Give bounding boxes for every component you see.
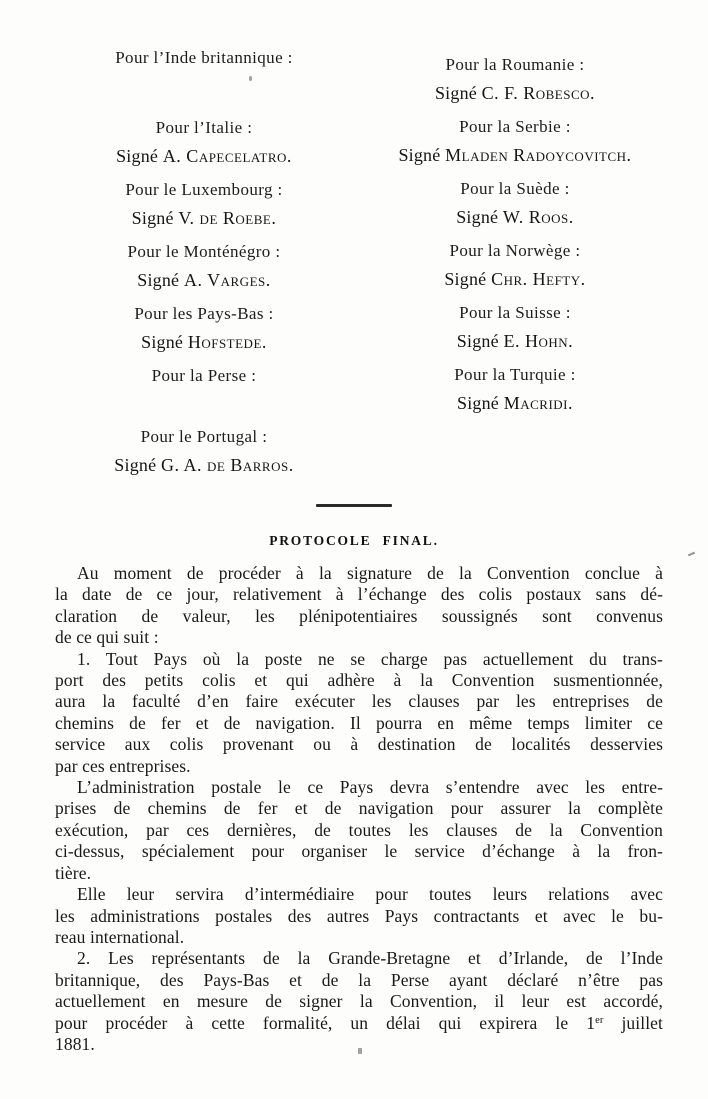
signed-word: Signé bbox=[137, 270, 180, 290]
signature-country-label: Pour le Portugal : bbox=[140, 427, 268, 446]
signature-country-label: Pour la Perse : bbox=[151, 366, 257, 385]
signatures-right-column bbox=[360, 46, 670, 487]
signature-signed-line bbox=[360, 81, 670, 105]
signed-word: Signé bbox=[434, 83, 477, 103]
signature-signed-line bbox=[48, 453, 360, 477]
date-line-start: pour procéder à cette formalité, un délai qui expirera le 1 bbox=[55, 1012, 596, 1033]
signature-country-label: Pour la Suisse : bbox=[459, 303, 571, 322]
signature-block-suisse bbox=[360, 301, 670, 353]
signed-word: Signé bbox=[398, 145, 441, 165]
signatures-left-column bbox=[48, 46, 360, 487]
signatory-name: E. Hohn. bbox=[503, 331, 574, 351]
ordinal-superscript: er bbox=[595, 1014, 604, 1026]
signed-word: Signé bbox=[114, 455, 157, 475]
signature-block-serbie bbox=[360, 115, 670, 167]
text-line: L’administration postale le ce Pays devra s’entendre avec les entre- bbox=[77, 777, 663, 798]
text-line: exécution, par ces dernières, de toutes les clauses de la Convention bbox=[55, 819, 663, 840]
text-line: reau international. bbox=[55, 926, 185, 947]
signature-signed-line bbox=[48, 144, 360, 168]
signature-block-portugal bbox=[48, 425, 360, 477]
signed-word: Signé bbox=[141, 332, 184, 352]
signatory-name: W. Roos. bbox=[502, 207, 574, 227]
scan-artifact bbox=[249, 76, 252, 81]
text-line: Au moment de procéder à la signature de la Convention conclue à bbox=[77, 563, 663, 583]
scan-artifact bbox=[688, 552, 695, 557]
signed-word: Signé bbox=[456, 207, 499, 227]
signature-block-italie bbox=[48, 116, 360, 168]
signatory-name: V. de Roebe. bbox=[178, 208, 277, 228]
signature-country-label: Pour le Monténégro : bbox=[127, 242, 281, 261]
text-line: de ce qui suit : bbox=[55, 627, 159, 648]
section-divider-rule bbox=[316, 504, 392, 507]
text-line: tière. bbox=[55, 862, 92, 883]
signature-block-pays-bas bbox=[48, 302, 360, 354]
signature-signed-line bbox=[360, 205, 670, 229]
paragraph-article-1 bbox=[55, 649, 663, 777]
signature-signed-line bbox=[360, 143, 670, 167]
signed-word: Signé bbox=[457, 393, 500, 413]
signature-country-label: Pour la Turquie : bbox=[454, 365, 576, 384]
signatory-name: Mladen Radoycovitch. bbox=[445, 145, 632, 165]
signed-word: Signé bbox=[456, 331, 499, 351]
text-line: la date de ce jour, relativement à l’échange des colis postaux sans dé- bbox=[55, 584, 663, 605]
text-line: service aux colis provenant ou à destination de localités desservies bbox=[55, 734, 663, 755]
signature-block-perse bbox=[48, 364, 360, 388]
signature-signed-line bbox=[48, 330, 360, 354]
text-line: claration de valeur, les plénipotentiaires soussignés sont convenus bbox=[55, 605, 663, 626]
text-line: 2. Les représentants de la Grande-Bretagne et d’Irlande, de l’Inde bbox=[77, 948, 663, 969]
text-line: Elle leur servira d’intermédiaire pour toutes leurs relations avec bbox=[77, 884, 663, 905]
signature-block-luxembourg bbox=[48, 178, 360, 230]
text-line: 1. Tout Pays où la poste ne se charge pas actuellement du trans- bbox=[77, 648, 663, 669]
signatory-name: G. A. de Barros. bbox=[161, 455, 294, 475]
text-line: les administrations postales des autres Pays contractants et avec le bu- bbox=[55, 905, 663, 926]
text-line: par ces entreprises. bbox=[55, 755, 191, 776]
text-line-with-ordinal bbox=[55, 1013, 663, 1034]
signatory-name: C. F. Robesco. bbox=[481, 83, 596, 103]
paragraph-article-2 bbox=[55, 948, 663, 1055]
text-line: chemins de fer et de navigation. Il pourra en même temps limiter ce bbox=[55, 712, 663, 733]
signature-block-inde-britannique bbox=[48, 46, 360, 70]
signed-word: Signé bbox=[116, 146, 159, 166]
text-line: actuellement en mesure de signer la Convention, il leur est accordé, bbox=[55, 991, 663, 1012]
protocole-body bbox=[55, 563, 663, 1055]
signed-word: Signé bbox=[131, 208, 174, 228]
signature-block-turquie bbox=[360, 363, 670, 415]
scan-artifact bbox=[358, 1048, 362, 1054]
text-line: ci-dessus, spécialement pour organiser le service d’échange à la fron- bbox=[55, 841, 663, 862]
signature-country-label: Pour l’Inde britannique : bbox=[115, 48, 293, 67]
signature-country-label: Pour la Suède : bbox=[460, 179, 570, 198]
paragraph-intro bbox=[55, 563, 663, 649]
signature-signed-line bbox=[360, 391, 670, 415]
signature-signed-line bbox=[360, 329, 670, 353]
signature-block-montenegro bbox=[48, 240, 360, 292]
text-line: britannique, des Pays-Bas et de la Perse ayant déclaré n’être pas bbox=[55, 969, 663, 990]
signature-country-label: Pour la Roumanie : bbox=[445, 55, 585, 74]
signatory-name: Macridi. bbox=[503, 393, 573, 413]
protocole-final-heading: PROTOCOLE FINAL. bbox=[269, 533, 439, 548]
signature-block-suede bbox=[360, 177, 670, 229]
paragraph-administration bbox=[55, 777, 663, 884]
text-line: 1881. bbox=[55, 1033, 95, 1054]
signature-signed-line bbox=[360, 267, 670, 291]
signed-word: Signé bbox=[444, 269, 487, 289]
signature-signed-line bbox=[48, 268, 360, 292]
signatory-name: Hofstede. bbox=[187, 332, 267, 352]
signatures-section bbox=[0, 0, 708, 487]
text-line: aura la faculté d’en faire exécuter les clauses par les entreprises de bbox=[55, 691, 663, 712]
signatory-name: Chr. Hefty. bbox=[491, 269, 586, 289]
signature-block-roumanie bbox=[360, 53, 670, 105]
text-line: prises de chemins de fer et de navigation pour assurer la complète bbox=[55, 798, 663, 819]
signature-signed-line bbox=[48, 206, 360, 230]
signatory-name: A. Capecelatro. bbox=[162, 146, 292, 166]
paragraph-intermediaire bbox=[55, 884, 663, 948]
text-line: port des petits colis et qui adhère à la Convention susmentionnée, bbox=[55, 670, 663, 691]
signature-block-norwege bbox=[360, 239, 670, 291]
signature-country-label: Pour la Serbie : bbox=[459, 117, 571, 136]
signature-country-label: Pour la Norwège : bbox=[449, 241, 581, 260]
signature-country-label: Pour les Pays-Bas : bbox=[134, 304, 274, 323]
signatory-name: A. Varges. bbox=[183, 270, 271, 290]
date-line-end: juillet bbox=[603, 1012, 663, 1033]
signature-country-label: Pour le Luxembourg : bbox=[125, 180, 283, 199]
signature-country-label: Pour l’Italie : bbox=[155, 118, 253, 137]
